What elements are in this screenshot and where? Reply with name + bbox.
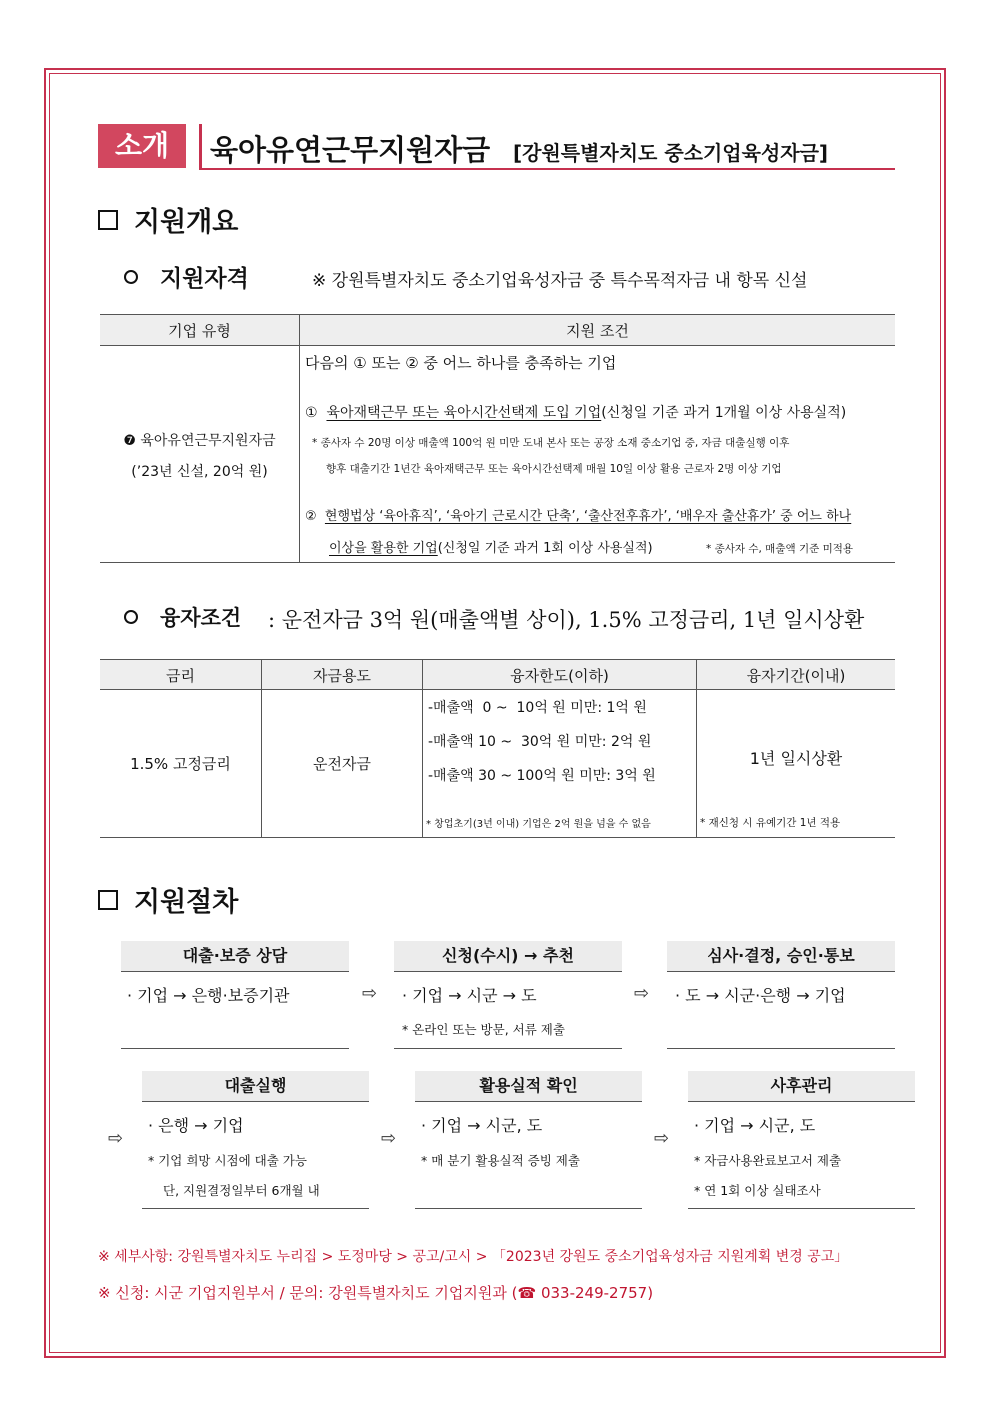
condition-intro: 다음의 ① 또는 ② 중 어느 하나를 충족하는 기업	[305, 354, 617, 372]
footer-contact: ※ 신청: 시군 기업지원부서 / 문의: 강원특별자치도 기업지원과 (☎ 033-249-2757)	[98, 1284, 654, 1302]
loan-limit-3: -매출액 30 ~ 100억 원 미만: 3억 원	[428, 768, 656, 784]
arrow-right-icon: ⇨	[108, 1128, 124, 1149]
company-type-sub: (’23년 신설, 20억 원)	[131, 464, 268, 480]
loan-summary: : 운전자금 3억 원(매출액별 상이), 1.5% 고정금리, 1년 일시상환	[268, 608, 865, 632]
circle-bullet-icon	[124, 270, 138, 284]
arrow-right-icon: ⇨	[381, 1128, 397, 1149]
table2-header-period: 융자기간(이내)	[746, 667, 846, 685]
intro-badge: 소개	[98, 124, 186, 168]
condition-1: ① 육아재택근무 또는 육아시간선택제 도입 기업(신청일 기준 과거 1개월 이상 사용실적)	[305, 405, 847, 421]
loan-period: 1년 일시상환	[749, 749, 843, 768]
checkbox-square-icon	[98, 210, 118, 230]
arrow-right-icon: ⇨	[654, 1128, 670, 1149]
page-title: 육아유연근무지원자금	[210, 133, 491, 167]
loan-limit-note: * 창업초기(3년 이내) 기업은 2억 원을 넘을 수 없음	[426, 819, 651, 830]
condition-2-note: * 종사자 수, 매출액 기준 미적용	[706, 543, 853, 555]
eligibility-heading: 지원자격	[124, 260, 249, 293]
page-subtitle: [강원특별자치도 중소기업육성자금]	[513, 141, 829, 165]
loan-use: 운전자금	[313, 755, 371, 773]
condition-1-note-cont: 향후 대출기간 1년간 육아재택근무 또는 육아시간선택제 매월 10일 이상 활용 근로자 2명 이상 기업	[326, 463, 782, 475]
loan-heading: 융자조건	[124, 602, 241, 632]
company-type: ❼ 육아유연근무지원자금	[123, 433, 276, 449]
table1-header-condition: 지원 조건	[566, 322, 629, 340]
condition-1-note: * 종사자 수 20명 이상 매출액 100억 원 미만 도내 본사 또는 공장 소재 중소기업 중, 자금 대출실행 이후	[312, 437, 790, 449]
circle-bullet-icon	[124, 610, 138, 624]
table2-header-limit: 융자한도(이하)	[510, 667, 609, 685]
footer-details: ※ 세부사항: 강원특별자치도 누리집 > 도정마당 > 공고/고시 > 「2023년 강원도 중소기업육성자금 지원계획 변경 공고」	[98, 1249, 849, 1265]
table1-header-type: 기업 유형	[168, 322, 231, 340]
checkbox-square-icon	[98, 890, 118, 910]
arrow-right-icon: ⇨	[362, 983, 378, 1004]
arrow-right-icon: ⇨	[634, 983, 650, 1004]
condition-2: ② 현행법상 ‘육아휴직’, ‘육아기 근로시간 단축’, ‘출산전후휴가’, ‘배우자 출산휴가’ 중 어느 하나	[305, 509, 852, 524]
loan-limit-1: -매출액 0 ~ 10억 원 미만: 1억 원	[428, 700, 647, 716]
loan-limit-2: -매출액 10 ~ 30억 원 미만: 2억 원	[428, 734, 652, 750]
table2-header-rate: 금리	[166, 667, 195, 685]
table2-header-use: 자금용도	[313, 667, 371, 685]
overview-heading: 지원개요	[98, 200, 238, 239]
eligibility-note: ※ 강원특별자치도 중소기업육성자금 중 특수목적자금 내 항목 신설	[312, 271, 808, 291]
loan-period-note: * 재신청 시 유예기간 1년 적용	[700, 817, 841, 829]
condition-2-cont: 이상을 활용한 기업(신청일 기준 과거 1회 이상 사용실적)	[329, 541, 653, 556]
procedure-heading: 지원절차	[98, 880, 238, 919]
loan-rate: 1.5% 고정금리	[130, 755, 231, 773]
